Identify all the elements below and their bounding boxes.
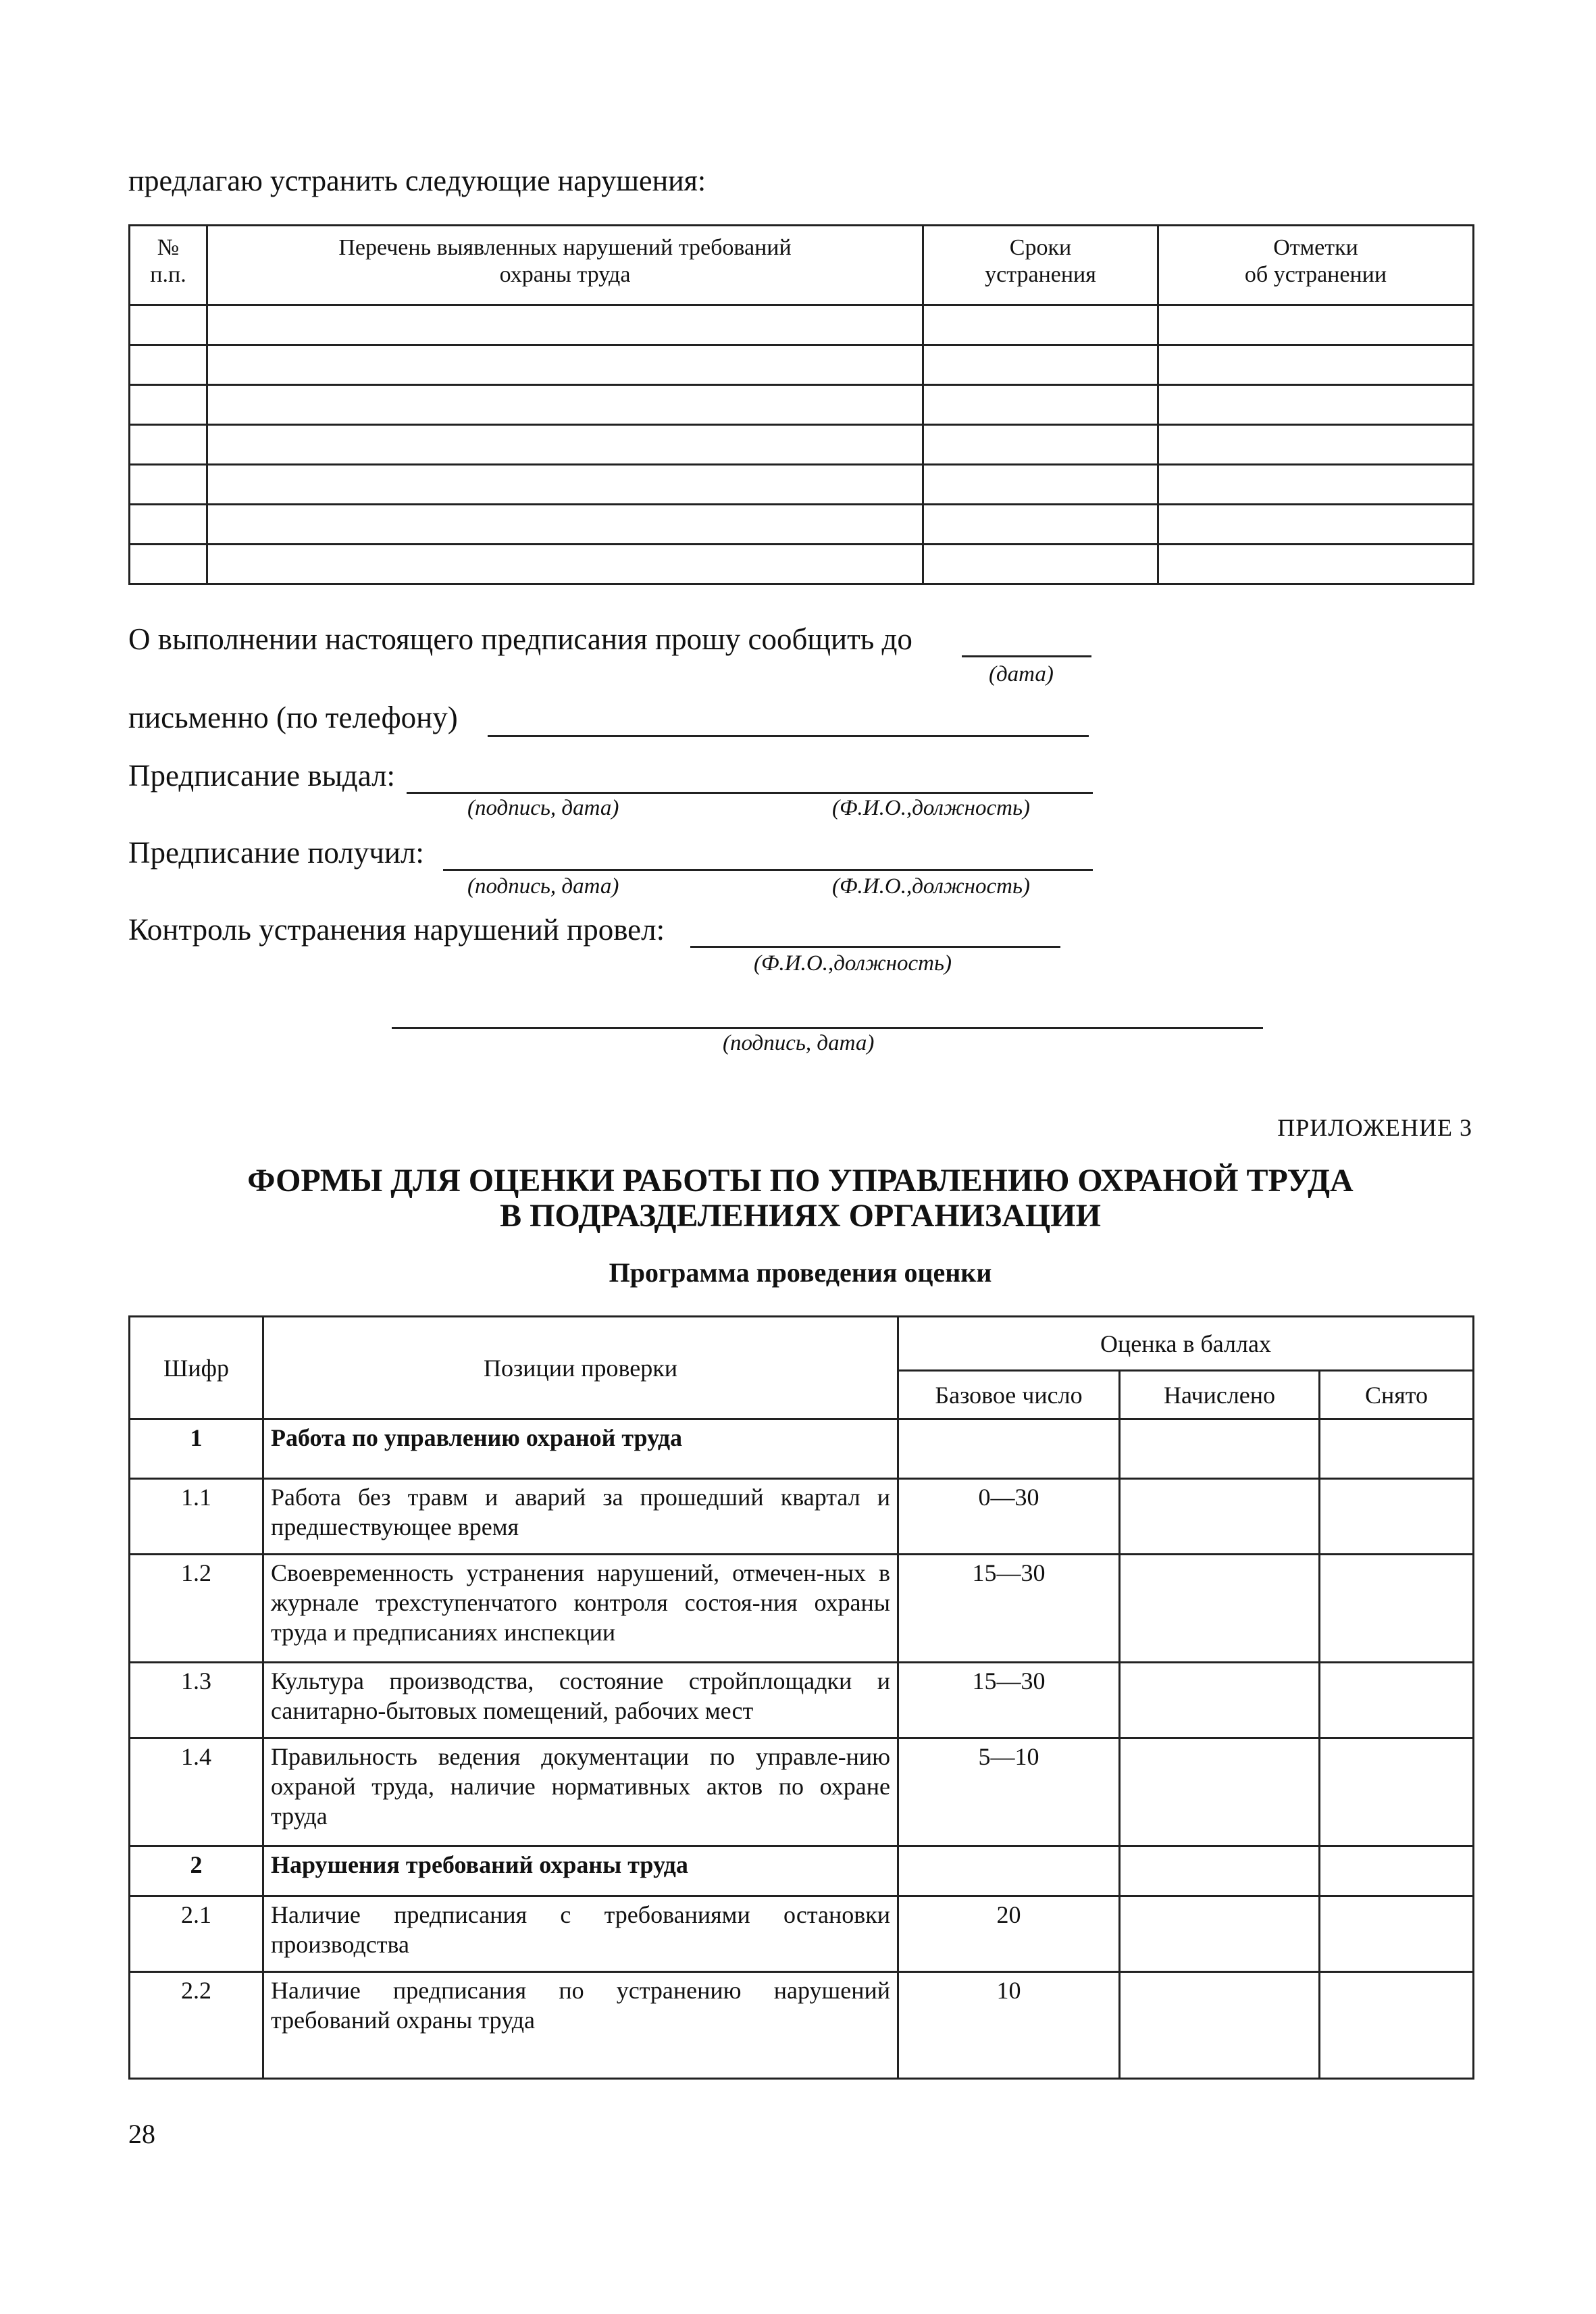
row-removed-score[interactable] xyxy=(1320,1555,1474,1663)
row-removed-score[interactable] xyxy=(1320,1663,1474,1738)
row-code: 2.1 xyxy=(130,1896,263,1972)
row-added-score[interactable] xyxy=(1120,1663,1320,1738)
row-added-score[interactable] xyxy=(1120,1479,1320,1555)
row-position: Работа без травм и аварий за прошедший квартал и предшествующее время xyxy=(263,1479,898,1555)
violation-cell[interactable] xyxy=(207,385,923,425)
position-header: Позиции проверки xyxy=(263,1317,898,1419)
violation-cell[interactable] xyxy=(207,465,923,505)
row-base-score: 10 xyxy=(898,1972,1120,2079)
removed-header: Снято xyxy=(1320,1371,1474,1419)
violation-cell[interactable] xyxy=(130,505,207,545)
intro-text: предлагаю устранить следующие нарушения: xyxy=(128,164,706,197)
received-caption-name: (Ф.И.О.,должность) xyxy=(832,874,1031,899)
row-added-score[interactable] xyxy=(1120,1896,1320,1972)
subtitle: Программа проведения оценки xyxy=(609,1257,992,1288)
violation-cell[interactable] xyxy=(130,425,207,465)
violations-table xyxy=(128,224,1474,585)
row-base-score xyxy=(898,1419,1120,1479)
row-code: 1.4 xyxy=(130,1738,263,1846)
signature-caption: (подпись, дата) xyxy=(723,1031,875,1055)
score-row xyxy=(130,1663,1474,1738)
added-header: Начислено xyxy=(1120,1371,1320,1419)
violation-row xyxy=(130,545,1474,584)
violation-cell[interactable] xyxy=(1158,305,1474,345)
received-text: Предписание получил: xyxy=(128,836,424,870)
score-table-header-row-1 xyxy=(130,1317,1474,1371)
violation-cell[interactable] xyxy=(207,345,923,385)
violation-row xyxy=(130,345,1474,385)
date-line[interactable] xyxy=(962,655,1091,657)
row-removed-score[interactable] xyxy=(1320,1479,1474,1555)
violation-row xyxy=(130,505,1474,545)
received-line[interactable] xyxy=(443,869,1093,871)
row-position: Нарушения требований охраны труда xyxy=(263,1846,898,1896)
row-base-score: 15—30 xyxy=(898,1663,1120,1738)
row-position: Наличие предписания с требованиями остановки производства xyxy=(263,1896,898,1972)
row-added-score[interactable] xyxy=(1120,1419,1320,1479)
violation-cell[interactable] xyxy=(1158,545,1474,584)
violation-cell[interactable] xyxy=(923,345,1158,385)
row-base-score: 20 xyxy=(898,1896,1120,1972)
violation-cell[interactable] xyxy=(130,465,207,505)
row-base-score: 0—30 xyxy=(898,1479,1120,1555)
row-code: 1.3 xyxy=(130,1663,263,1738)
row-base-score: 15—30 xyxy=(898,1555,1120,1663)
violation-cell[interactable] xyxy=(207,425,923,465)
page-title xyxy=(128,1163,1472,1234)
issued-caption-name: (Ф.И.О.,должность) xyxy=(832,796,1031,820)
violation-cell[interactable] xyxy=(130,305,207,345)
col-deadline-header: Сроки устранения xyxy=(923,226,1158,305)
row-code: 1.1 xyxy=(130,1479,263,1555)
score-section-row xyxy=(130,1419,1474,1479)
row-code: 1 xyxy=(130,1419,263,1479)
violation-cell[interactable] xyxy=(130,385,207,425)
issued-text: Предписание выдал: xyxy=(128,759,396,793)
violation-cell[interactable] xyxy=(207,305,923,345)
row-code: 2.2 xyxy=(130,1972,263,2079)
score-row xyxy=(130,1896,1474,1972)
title-line-1: ФОРМЫ ДЛЯ ОЦЕНКИ РАБОТЫ ПО УПРАВЛЕНИЮ ОХРАНОЙ ТРУДА xyxy=(247,1163,1354,1199)
violation-cell[interactable] xyxy=(130,345,207,385)
row-code: 1.2 xyxy=(130,1555,263,1663)
row-base-score xyxy=(898,1846,1120,1896)
issued-line[interactable] xyxy=(407,792,1093,794)
violation-cell[interactable] xyxy=(130,545,207,584)
issued-caption-signature: (подпись, дата) xyxy=(467,796,619,820)
page-number: 28 xyxy=(128,2119,155,2149)
row-position: Правильность ведения документации по управле-нию охраной труда, наличие нормативных актов по охране труда xyxy=(263,1738,898,1846)
violation-cell[interactable] xyxy=(923,545,1158,584)
control-caption: (Ф.И.О.,должность) xyxy=(754,951,952,976)
written-text: письменно (по телефону) xyxy=(128,701,458,734)
violation-cell[interactable] xyxy=(923,505,1158,545)
row-added-score[interactable] xyxy=(1120,1846,1320,1896)
violation-cell[interactable] xyxy=(207,545,923,584)
received-caption-signature: (подпись, дата) xyxy=(467,874,619,899)
date-caption: (дата) xyxy=(989,662,1054,686)
row-removed-score[interactable] xyxy=(1320,1972,1474,2079)
score-table xyxy=(128,1315,1474,2080)
phone-line[interactable] xyxy=(488,735,1089,737)
score-row xyxy=(130,1555,1474,1663)
control-text: Контроль устранения нарушений провел: xyxy=(128,913,665,947)
violation-cell[interactable] xyxy=(1158,385,1474,425)
violation-row xyxy=(130,305,1474,345)
row-added-score[interactable] xyxy=(1120,1972,1320,2079)
row-position: Культура производства, состояние стройплощадки и санитарно-бытовых помещений, рабочих мест xyxy=(263,1663,898,1738)
violations-table-header xyxy=(130,226,1474,305)
violation-cell[interactable] xyxy=(923,305,1158,345)
score-row xyxy=(130,1738,1474,1846)
score-row xyxy=(130,1479,1474,1555)
row-base-score: 5—10 xyxy=(898,1738,1120,1846)
report-text: О выполнении настоящего предписания прошу сообщить до xyxy=(128,622,912,656)
score-row xyxy=(130,1972,1474,2079)
signature-line[interactable] xyxy=(392,1027,1263,1029)
violation-cell[interactable] xyxy=(1158,465,1474,505)
violation-cell[interactable] xyxy=(1158,425,1474,465)
row-position: Работа по управлению охраной труда xyxy=(263,1419,898,1479)
row-code: 2 xyxy=(130,1846,263,1896)
violation-cell[interactable] xyxy=(207,505,923,545)
row-position: Наличие предписания по устранению нарушений требований охраны труда xyxy=(263,1972,898,2079)
control-line[interactable] xyxy=(690,946,1060,948)
code-header: Шифр xyxy=(130,1317,263,1419)
score-header: Оценка в баллах xyxy=(898,1317,1474,1371)
violation-cell[interactable] xyxy=(923,425,1158,465)
row-added-score[interactable] xyxy=(1120,1738,1320,1846)
violation-row xyxy=(130,385,1474,425)
row-removed-score[interactable] xyxy=(1320,1738,1474,1846)
violation-cell[interactable] xyxy=(923,385,1158,425)
violation-cell[interactable] xyxy=(923,465,1158,505)
row-position: Своевременность устранения нарушений, отмечен-ных в журнале трехступенчатого контроля состоя-ния охраны труда и предписаниях инспекции xyxy=(263,1555,898,1663)
title-line-2: В ПОДРАЗДЕЛЕНИЯХ ОРГАНИЗАЦИИ xyxy=(500,1198,1101,1234)
row-removed-score[interactable] xyxy=(1320,1846,1474,1896)
col-number-header: № п.п. xyxy=(130,226,207,305)
appendix-label: ПРИЛОЖЕНИЕ 3 xyxy=(1277,1114,1472,1141)
row-removed-score[interactable] xyxy=(1320,1896,1474,1972)
col-marks-header: Отметки об устранении xyxy=(1158,226,1474,305)
violation-row xyxy=(130,425,1474,465)
row-added-score[interactable] xyxy=(1120,1555,1320,1663)
score-section-row xyxy=(130,1846,1474,1896)
violation-row xyxy=(130,465,1474,505)
base-header: Базовое число xyxy=(898,1371,1120,1419)
violation-cell[interactable] xyxy=(1158,505,1474,545)
row-removed-score[interactable] xyxy=(1320,1419,1474,1479)
violation-cell[interactable] xyxy=(1158,345,1474,385)
col-violations-header: Перечень выявленных нарушений требований охраны труда xyxy=(207,226,923,305)
